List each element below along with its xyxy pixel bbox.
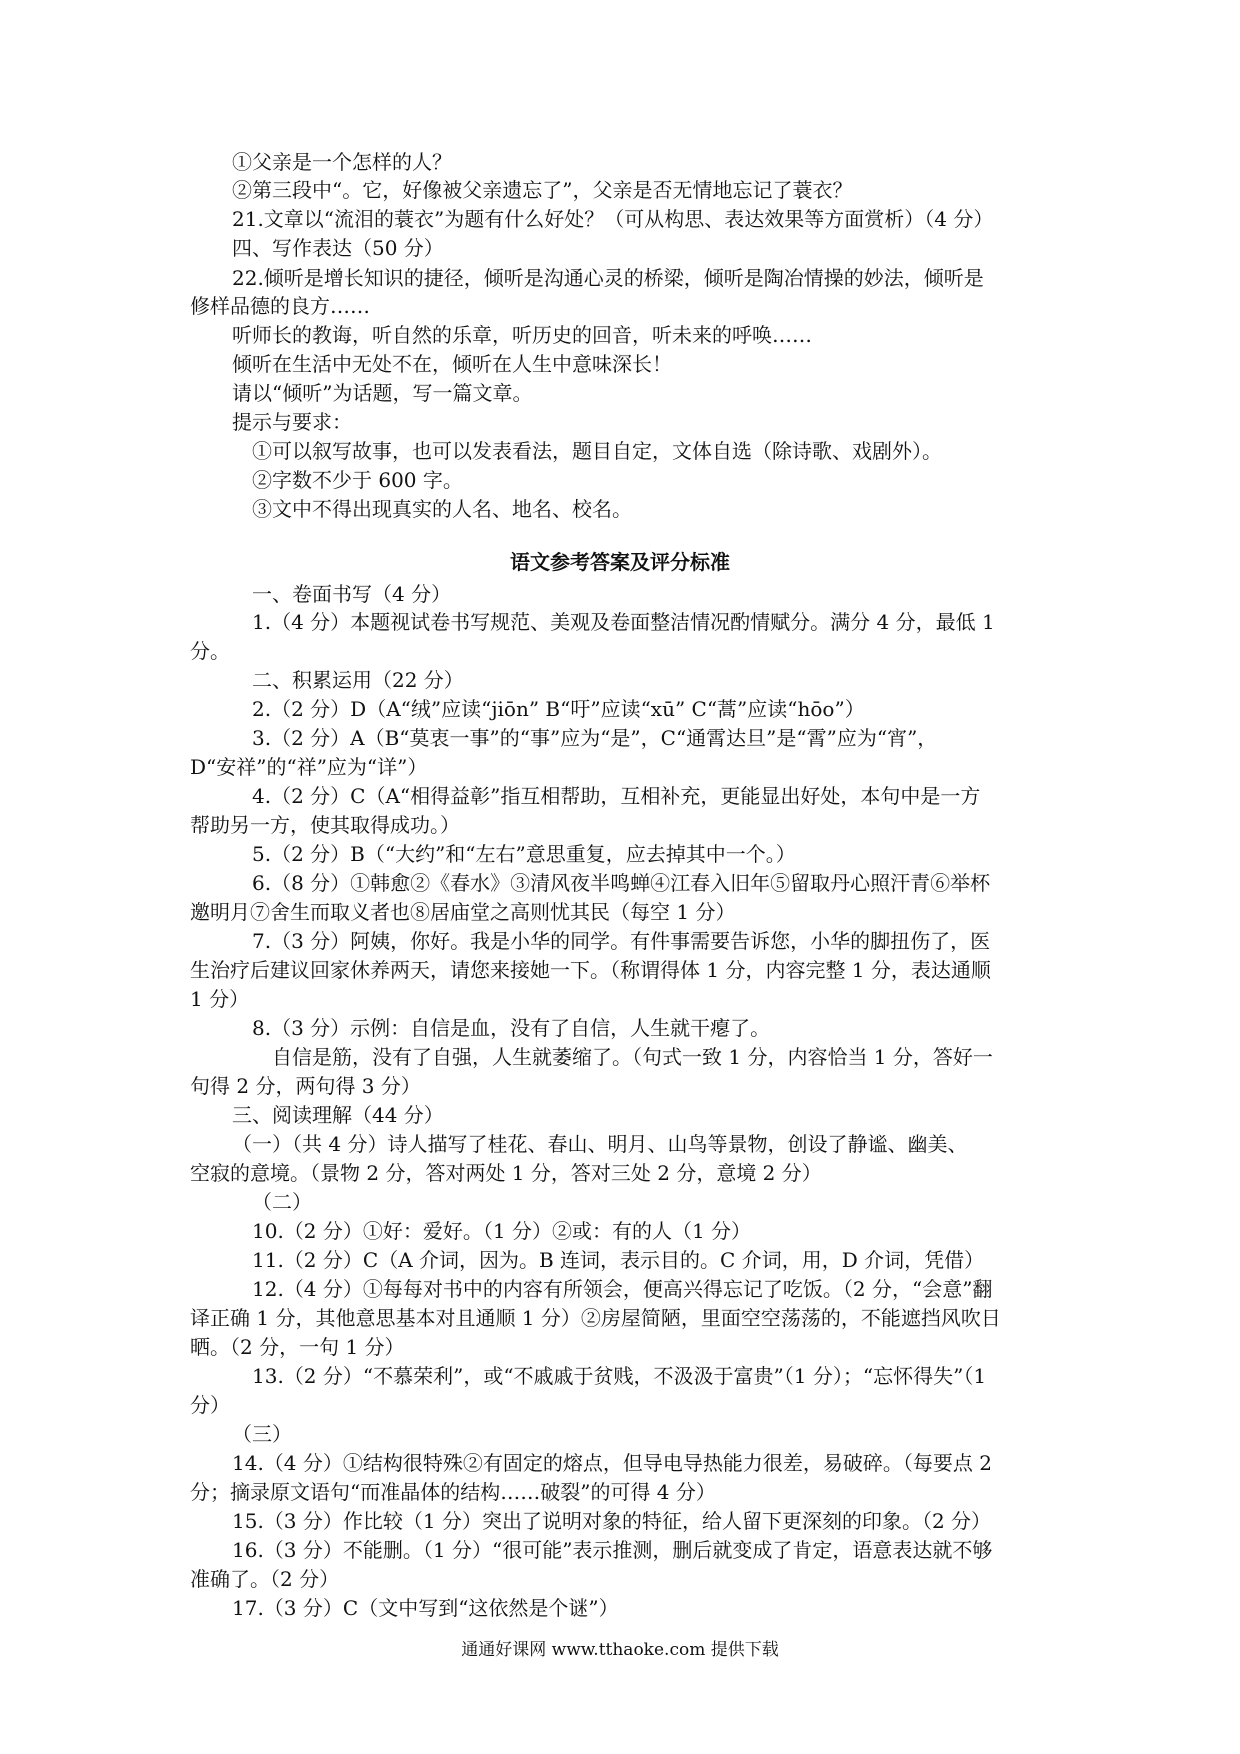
section-heading: 二、积累运用（22 分） (252, 668, 464, 692)
text-line: （一）（共 4 分）诗人描写了桂花、春山、明月、山鸟等景物，创设了静谧、幽美、 (232, 1132, 968, 1156)
text-line: 自信是筋，没有了自强，人生就萎缩了。（句式一致 1 分，内容恰当 1 分，答好一 (272, 1045, 993, 1069)
section-heading: 四、写作表达（50 分） (232, 236, 444, 260)
text-line: 14.（4 分）①结构很特殊②有固定的熔点，但导电导热能力很差，易破碎。（每要点 2 (232, 1451, 992, 1475)
text-line: 句得 2 分，两句得 3 分） (190, 1074, 421, 1098)
text-line: D“安祥”的“祥”应为“详”） (190, 755, 428, 779)
text-line: 空寂的意境。（景物 2 分，答对两处 1 分，答对三处 2 分，意境 2 分） (190, 1161, 822, 1185)
subsection-heading: （三） (232, 1422, 292, 1446)
text-line: 准确了。（2 分） (190, 1567, 340, 1591)
subsection-heading: （二） (252, 1190, 312, 1214)
text-line: 2.（2 分）D（A“绒”应读“jiōn” B“吁”应读“xū” C“蒿”应读“hōo”） (252, 697, 865, 721)
text-line: 10.（2 分）①好：爱好。（1 分）②或：有的人（1 分） (252, 1219, 752, 1243)
text-line: 修样品德的良方…… (190, 294, 370, 318)
text-line: 22.倾听是增长知识的捷径，倾听是沟通心灵的桥梁，倾听是陶冶情操的妙法，倾听是 (232, 266, 984, 290)
text-line: 听师长的教诲，听自然的乐章，听历史的回音，听未来的呼唤…… (232, 323, 812, 347)
text-line: 15.（3 分）作比较（1 分）突出了说明对象的特征，给人留下更深刻的印象。（2 分） (232, 1509, 992, 1533)
text-line: 16.（3 分）不能删。（1 分）“很可能”表示推测，删后就变成了肯定，语意表达就不够 (232, 1538, 993, 1562)
text-line: 7.（3 分）阿姨，你好。我是小华的同学。有件事需要告诉您，小华的脚扭伤了，医 (252, 929, 991, 953)
text-line: 12.（4 分）①每每对书中的内容有所领会，便高兴得忘记了吃饭。（2 分，“会意”翻 (252, 1277, 993, 1301)
page-footer: 通通好课网 www.tthaoke.com 提供下载 (461, 1640, 779, 1660)
text-line: 提示与要求： (232, 410, 352, 434)
text-line: 1.（4 分）本题视试卷书写规范、美观及卷面整洁情况酌情赋分。满分 4 分，最低 1 (252, 610, 995, 634)
answer-key-title: 语文参考答案及评分标准 (510, 550, 730, 574)
text-line: 3.（2 分）A（B“莫衷一事”的“事”应为“是”，C“通霄达旦”是“霄”应为“宵”， (252, 726, 938, 750)
text-line: 请以“倾听”为话题，写一篇文章。 (232, 381, 533, 405)
text-line: 帮助另一方，使其取得成功。） (190, 813, 460, 837)
text-line: 13.（2 分）“不慕荣利”，或“不戚戚于贫贱，不汲汲于富贵”（1 分）；“忘怀得失”（1 (252, 1364, 987, 1388)
list-item: ③文中不得出现真实的人名、地名、校名。 (252, 497, 632, 521)
text-line: 晒。（2 分，一句 1 分） (190, 1335, 405, 1359)
text-line: 邀明月⑦舍生而取义者也⑧居庙堂之高则忧其民（每空 1 分） (190, 900, 736, 924)
list-item: ①可以叙写故事，也可以发表看法，题目自定，文体自选（除诗歌、戏剧外）。 (252, 439, 942, 463)
text-line: ②第三段中“。它，好像被父亲遗忘了”，父亲是否无情地忘记了蓑衣？ (232, 178, 853, 202)
text-line: 21.文章以“流泪的蓑衣”为题有什么好处？（可从构思、表达效果等方面赏析）（4 分） (232, 207, 994, 231)
text-line: 倾听在生活中无处不在，倾听在人生中意味深长！ (232, 352, 672, 376)
text-line: 6.（8 分）①韩愈②《春水》③清风夜半鸣蝉④江春入旧年⑤留取丹心照汗青⑥举杯 (252, 871, 991, 895)
section-heading: 一、卷面书写（4 分） (252, 582, 452, 606)
text-line: 4.（2 分）C（A“相得益彰”指互相帮助，互相补充，更能显出好处，本句中是一方 (252, 784, 981, 808)
text-line: 分。 (190, 639, 230, 663)
text-line: 5.（2 分）B（“大约”和“左右”意思重复，应去掉其中一个。） (252, 842, 796, 866)
text-line: 分） (190, 1393, 230, 1417)
text-line: 生治疗后建议回家休养两天，请您来接她一下。（称谓得体 1 分，内容完整 1 分，表达通顺 (190, 958, 991, 982)
text-line: 11.（2 分）C（A 介词，因为。B 连词，表示目的。C 介词，用，D 介词，凭借） (252, 1248, 985, 1272)
section-heading: 三、阅读理解（44 分） (232, 1103, 444, 1127)
text-line: 1 分） (190, 987, 250, 1011)
text-line: 译正确 1 分，其他意思基本对且通顺 1 分）②房屋简陋，里面空空荡荡的，不能遮挡风吹日 (190, 1306, 1001, 1330)
text-line: 17.（3 分）C（文中写到“这依然是个谜”） (232, 1596, 619, 1620)
text-line: ①父亲是一个怎样的人？ (232, 150, 452, 174)
text-line: 8.（3 分）示例：自信是血，没有了自信，人生就干瘪了。 (252, 1016, 771, 1040)
list-item: ②字数不少于 600 字。 (252, 468, 463, 492)
text-line: 分；摘录原文语句“而准晶体的结构……破裂”的可得 4 分） (190, 1480, 716, 1504)
